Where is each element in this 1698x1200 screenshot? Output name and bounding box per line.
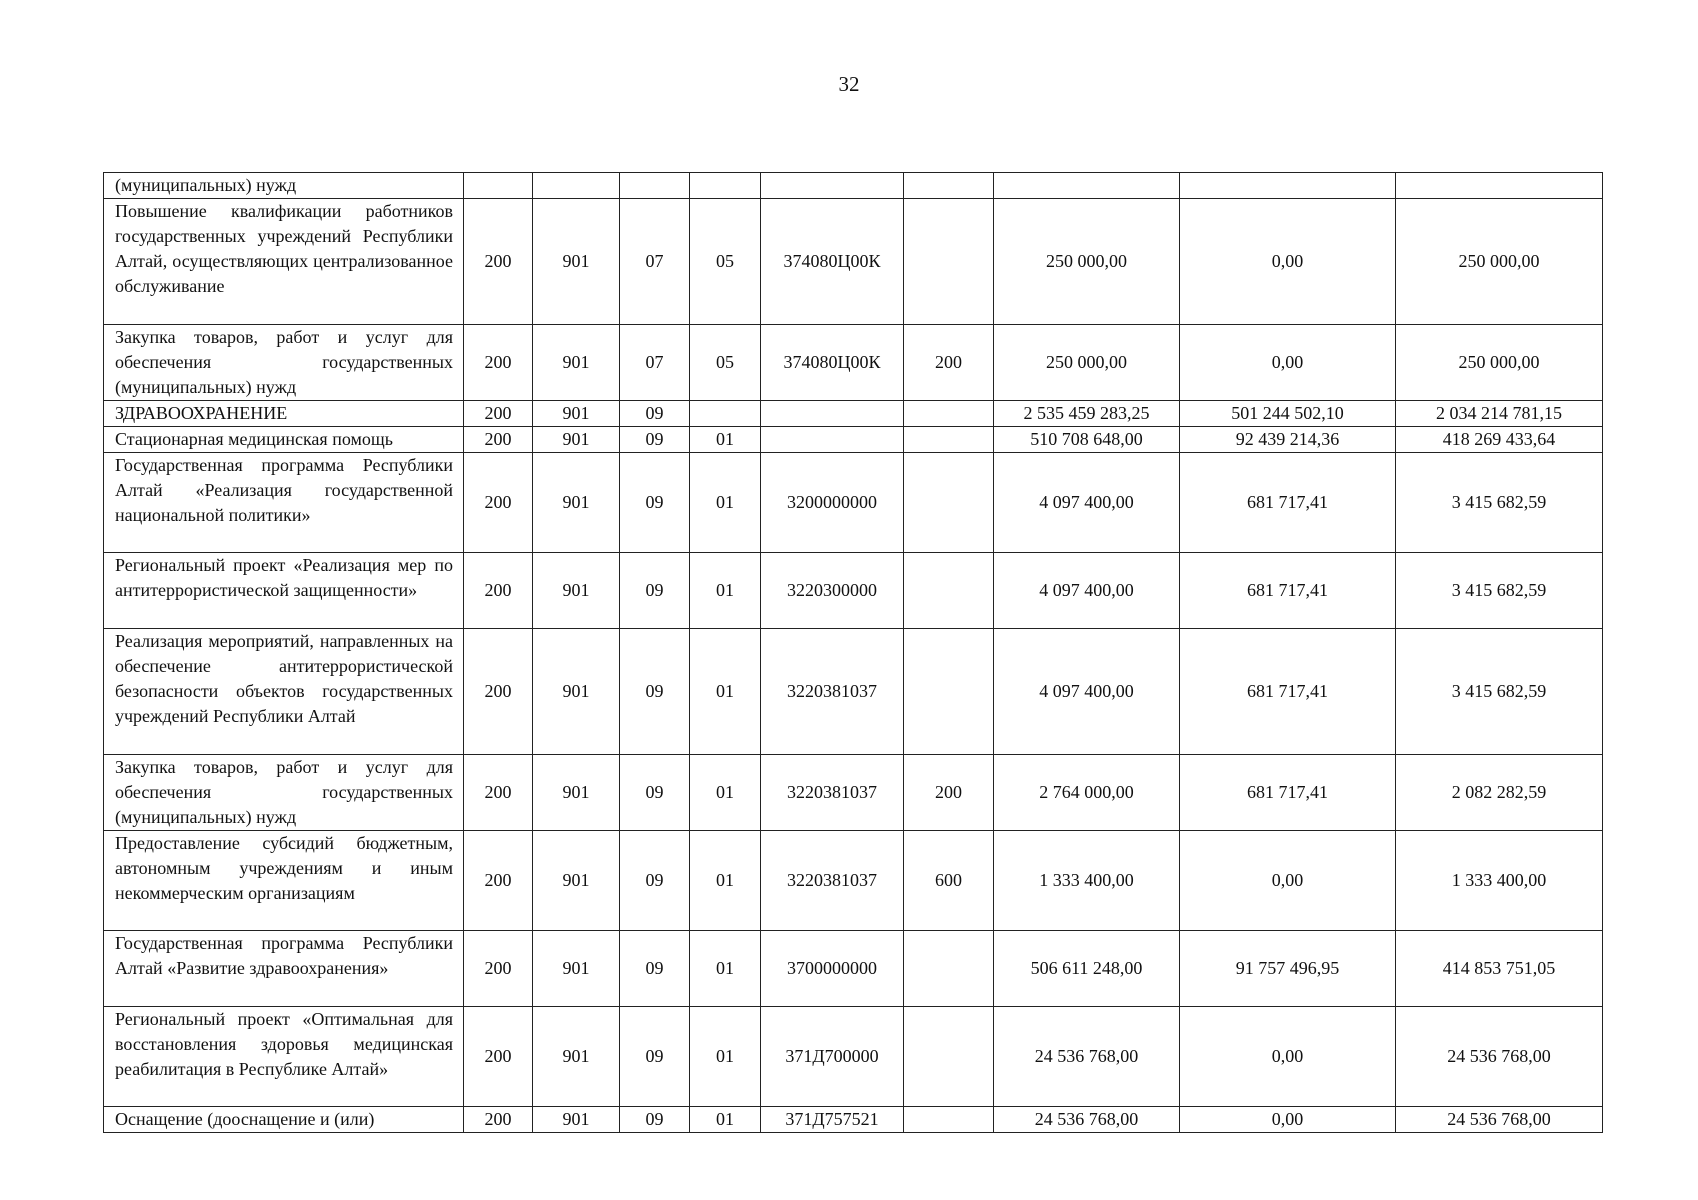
expense-type-col-cell: 200 [904,755,994,831]
executed-col-cell: 0,00 [1180,831,1396,931]
table-row [104,427,1603,453]
table-row [104,1007,1603,1107]
row-name-cell: (муниципальных) нужд [104,173,464,199]
code-col-cell: 200 [464,831,533,931]
table-row [104,325,1603,401]
table-row [104,401,1603,427]
approved-col-cell: 4 097 400,00 [994,629,1180,755]
budget-table [103,172,1603,1133]
remaining-col-cell: 3 415 682,59 [1396,453,1603,553]
executed-col-cell: 681 717,41 [1180,629,1396,755]
expense-type-col-cell [904,427,994,453]
ministry-col-cell: 901 [533,931,620,1007]
remaining-col-cell: 2 082 282,59 [1396,755,1603,831]
code-col-cell: 200 [464,199,533,325]
row-name-cell: Реализация мероприятий, направленных на обеспечение антитеррористической безопасности объектов государственных учреждений Республики Алтай [104,629,464,755]
approved-col-cell: 2 535 459 283,25 [994,401,1180,427]
table-row [104,1107,1603,1133]
code-col-cell: 200 [464,755,533,831]
approved-col-cell: 4 097 400,00 [994,553,1180,629]
ministry-col-cell: 901 [533,553,620,629]
code-col-cell: 200 [464,553,533,629]
executed-col-cell: 0,00 [1180,1107,1396,1133]
section-col-cell: 07 [620,325,690,401]
remaining-col-cell [1396,173,1603,199]
target-article-col-cell: 371Д757521 [761,1107,904,1133]
target-article-col-cell: 3220381037 [761,755,904,831]
subsection-col-cell: 01 [690,427,761,453]
expense-type-col-cell [904,629,994,755]
row-name-cell: Закупка товаров, работ и услуг для обеспечения государственных (муниципальных) нужд [104,325,464,401]
subsection-col-cell [690,173,761,199]
section-col-cell: 09 [620,553,690,629]
section-col-cell: 09 [620,931,690,1007]
table-row [104,453,1603,553]
target-article-col-cell: 3220381037 [761,831,904,931]
code-col-cell: 200 [464,325,533,401]
approved-col-cell: 510 708 648,00 [994,427,1180,453]
target-article-col-cell [761,427,904,453]
ministry-col-cell: 901 [533,629,620,755]
expense-type-col-cell [904,199,994,325]
remaining-col-cell: 250 000,00 [1396,199,1603,325]
target-article-col-cell: 3200000000 [761,453,904,553]
remaining-col-cell: 414 853 751,05 [1396,931,1603,1007]
target-article-col-cell: 374080Ц00К [761,199,904,325]
remaining-col-cell: 2 034 214 781,15 [1396,401,1603,427]
target-article-col-cell: 371Д700000 [761,1007,904,1107]
approved-col-cell [994,173,1180,199]
code-col-cell [464,173,533,199]
expense-type-col-cell [904,553,994,629]
code-col-cell: 200 [464,401,533,427]
target-article-col-cell [761,173,904,199]
subsection-col-cell: 05 [690,199,761,325]
ministry-col-cell: 901 [533,831,620,931]
code-col-cell: 200 [464,427,533,453]
executed-col-cell: 92 439 214,36 [1180,427,1396,453]
approved-col-cell: 1 333 400,00 [994,831,1180,931]
subsection-col-cell: 01 [690,831,761,931]
ministry-col-cell: 901 [533,325,620,401]
code-col-cell: 200 [464,931,533,1007]
executed-col-cell: 0,00 [1180,1007,1396,1107]
expense-type-col-cell [904,1007,994,1107]
section-col-cell: 09 [620,1007,690,1107]
remaining-col-cell: 24 536 768,00 [1396,1107,1603,1133]
row-name-cell: Оснащение (дооснащение и (или) [104,1107,464,1133]
approved-col-cell: 506 611 248,00 [994,931,1180,1007]
row-name-cell: ЗДРАВООХРАНЕНИЕ [104,401,464,427]
subsection-col-cell: 01 [690,553,761,629]
executed-col-cell: 91 757 496,95 [1180,931,1396,1007]
table-row [104,831,1603,931]
executed-col-cell: 681 717,41 [1180,453,1396,553]
approved-col-cell: 250 000,00 [994,199,1180,325]
executed-col-cell [1180,173,1396,199]
table-row [104,755,1603,831]
remaining-col-cell: 418 269 433,64 [1396,427,1603,453]
executed-col-cell: 0,00 [1180,325,1396,401]
code-col-cell: 200 [464,453,533,553]
expense-type-col-cell [904,173,994,199]
section-col-cell: 09 [620,453,690,553]
row-name-cell: Государственная программа Республики Алтай «Реализация государственной национальной политики» [104,453,464,553]
row-name-cell: Региональный проект «Реализация мер по антитеррористической защищенности» [104,553,464,629]
expense-type-col-cell [904,453,994,553]
section-col-cell: 09 [620,629,690,755]
section-col-cell: 09 [620,831,690,931]
ministry-col-cell: 901 [533,755,620,831]
remaining-col-cell: 3 415 682,59 [1396,629,1603,755]
subsection-col-cell: 01 [690,1107,761,1133]
expense-type-col-cell: 200 [904,325,994,401]
executed-col-cell: 681 717,41 [1180,553,1396,629]
table-row [104,553,1603,629]
section-col-cell: 09 [620,427,690,453]
subsection-col-cell: 01 [690,1007,761,1107]
page-number: 32 [838,72,860,96]
target-article-col-cell [761,401,904,427]
table-row [104,173,1603,199]
row-name-cell: Государственная программа Республики Алтай «Развитие здравоохранения» [104,931,464,1007]
code-col-cell: 200 [464,1007,533,1107]
code-col-cell: 200 [464,629,533,755]
section-col-cell [620,173,690,199]
approved-col-cell: 4 097 400,00 [994,453,1180,553]
section-col-cell: 09 [620,401,690,427]
target-article-col-cell: 374080Ц00К [761,325,904,401]
approved-col-cell: 24 536 768,00 [994,1107,1180,1133]
table-row [104,629,1603,755]
table-row [104,199,1603,325]
ministry-col-cell: 901 [533,1007,620,1107]
row-name-cell: Стационарная медицинская помощь [104,427,464,453]
row-name-cell: Повышение квалификации работников государственных учреждений Республики Алтай, осуществляющих централизованное обслуживание [104,199,464,325]
target-article-col-cell: 3700000000 [761,931,904,1007]
approved-col-cell: 2 764 000,00 [994,755,1180,831]
remaining-col-cell: 1 333 400,00 [1396,831,1603,931]
ministry-col-cell: 901 [533,401,620,427]
code-col-cell: 200 [464,1107,533,1133]
row-name-cell: Региональный проект «Оптимальная для восстановления здоровья медицинская реабилитация в Республике Алтай» [104,1007,464,1107]
approved-col-cell: 24 536 768,00 [994,1007,1180,1107]
section-col-cell: 07 [620,199,690,325]
approved-col-cell: 250 000,00 [994,325,1180,401]
section-col-cell: 09 [620,755,690,831]
expense-type-col-cell [904,931,994,1007]
remaining-col-cell: 250 000,00 [1396,325,1603,401]
row-name-cell: Закупка товаров, работ и услуг для обеспечения государственных (муниципальных) нужд [104,755,464,831]
ministry-col-cell: 901 [533,1107,620,1133]
executed-col-cell: 0,00 [1180,199,1396,325]
expense-type-col-cell: 600 [904,831,994,931]
subsection-col-cell: 05 [690,325,761,401]
remaining-col-cell: 3 415 682,59 [1396,553,1603,629]
ministry-col-cell: 901 [533,427,620,453]
ministry-col-cell: 901 [533,199,620,325]
row-name-cell: Предоставление субсидий бюджетным, автономным учреждениям и иным некоммерческим организациям [104,831,464,931]
target-article-col-cell: 3220381037 [761,629,904,755]
remaining-col-cell: 24 536 768,00 [1396,1007,1603,1107]
expense-type-col-cell [904,1107,994,1133]
subsection-col-cell: 01 [690,629,761,755]
executed-col-cell: 681 717,41 [1180,755,1396,831]
subsection-col-cell: 01 [690,755,761,831]
expense-type-col-cell [904,401,994,427]
subsection-col-cell: 01 [690,931,761,1007]
ministry-col-cell: 901 [533,453,620,553]
table-row [104,931,1603,1007]
subsection-col-cell: 01 [690,453,761,553]
executed-col-cell: 501 244 502,10 [1180,401,1396,427]
target-article-col-cell: 3220300000 [761,553,904,629]
section-col-cell: 09 [620,1107,690,1133]
ministry-col-cell [533,173,620,199]
subsection-col-cell [690,401,761,427]
